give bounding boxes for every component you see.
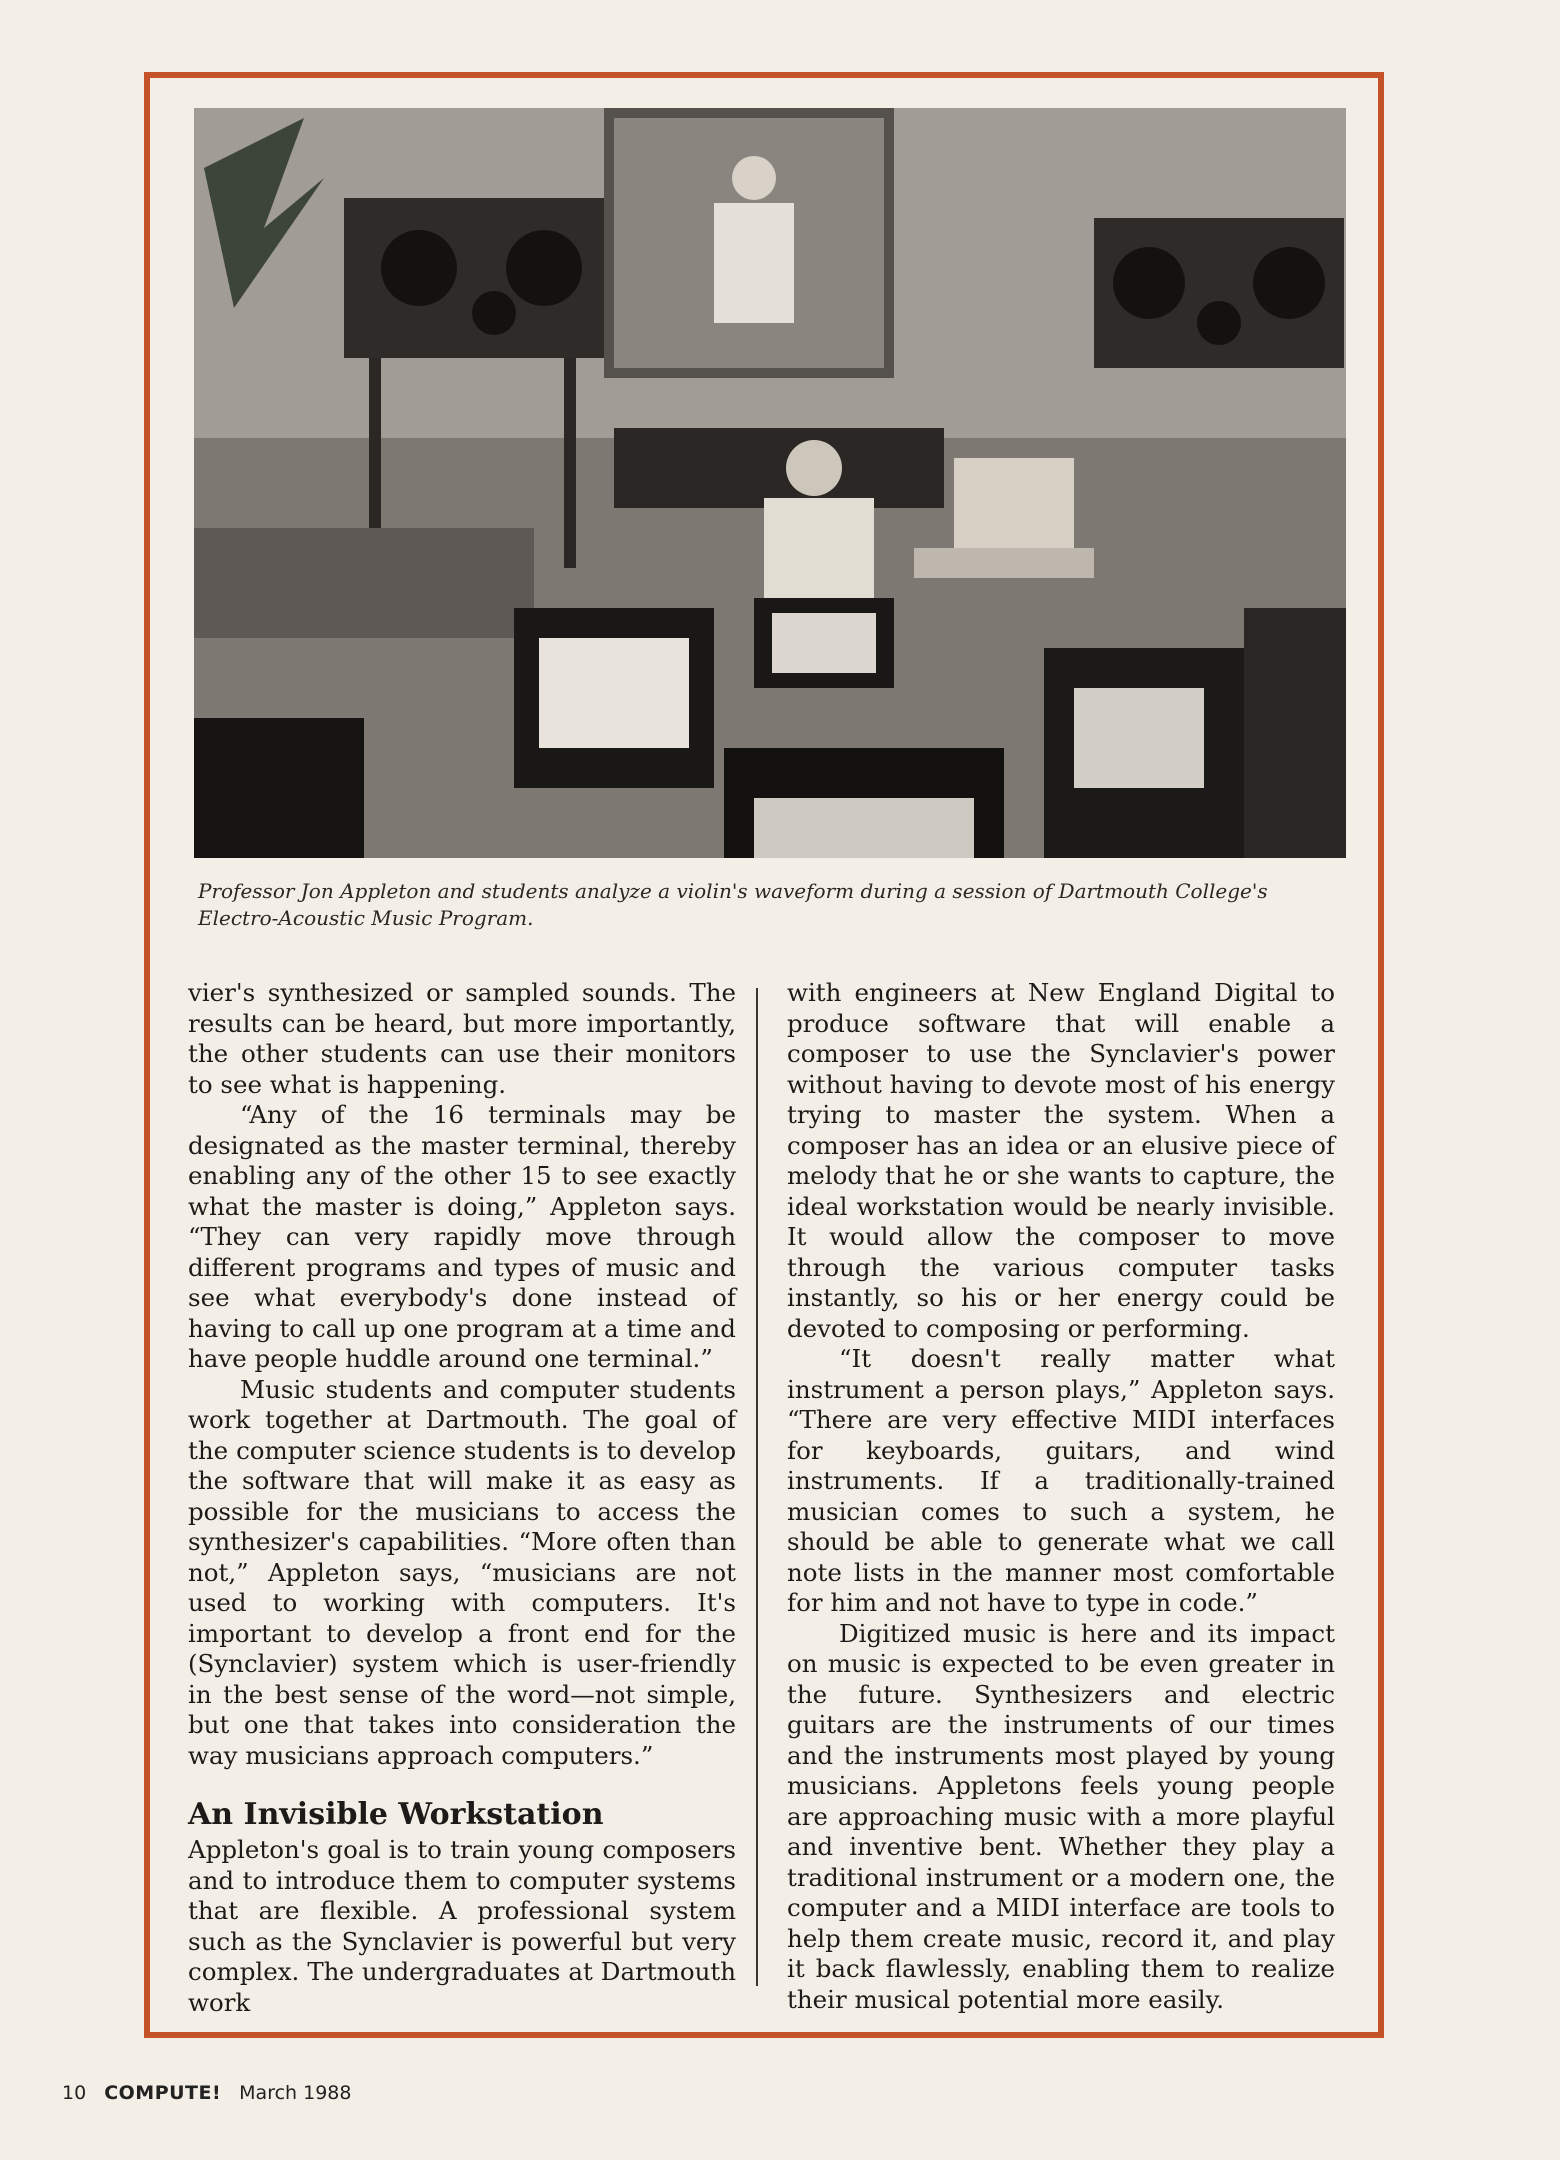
magazine-name: COMPUTE! [104, 2082, 222, 2104]
article-frame [144, 72, 1384, 2038]
column-divider [756, 988, 758, 1986]
article-paragraph: “Any of the 16 terminals may be designated as the master terminal, thereby enabling any of the other 15 to see exactly what the master is doing,” Appleton says. “They can very rapidly move through different programs and types of music and see what everybody's done instead of having to call up one program at a time and have people huddle around one terminal.” [188, 1100, 736, 1373]
page-number: 10 [62, 2082, 87, 2104]
studio-photo [194, 108, 1346, 858]
issue-date: March 1988 [239, 2082, 352, 2104]
article-paragraph: Appleton's goal is to train young composers and to introduce them to computer systems that are flexible. A professional system such as the Synclavier is powerful but very complex. The undergraduates at Dartmouth work [188, 1835, 736, 2017]
article-paragraph: vier's synthesized or sampled sounds. The results can be heard, but more importantly, the other students can use their monitors to see what is happening. [188, 978, 736, 1099]
section-subhead: An Invisible Workstation [188, 1797, 604, 1832]
page-footer [62, 2082, 351, 2104]
article-paragraph: “It doesn't really matter what instrument a person plays,” Appleton says. “There are very effective MIDI interfaces for keyboards, guitars, and wind instruments. If a traditionally-trained musician comes to such a system, he should be able to generate what we call note lists in the manner most comfortable for him and not have to type in code.” [787, 1344, 1335, 1617]
article-column-left [188, 978, 736, 2018]
article-paragraph: with engineers at New England Digital to produce software that will enable a composer to use the Synclavier's power without having to devote most of his energy trying to master the system. When a composer has an idea or an elusive piece of melody that he or she wants to capture, the ideal workstation would be nearly invisible. It would allow the composer to move through the various computer tasks instantly, so his or her energy could be devoted to composing or performing. [787, 978, 1335, 1343]
article-paragraph: Music students and computer students work together at Dartmouth. The goal of the computer science students is to develop the software that will make it as easy as possible for the musicians to access the synthesizer's capabilities. “More often than not,” Appleton says, “musicians are not used to working with computers. It's important to develop a front end for the (Synclavier) system which is user-friendly in the best sense of the word—not simple, but one that takes into consideration the way musicians approach computers.” [188, 1374, 736, 1770]
article-paragraph: Digitized music is here and its impact on music is expected to be even greater in the future. Synthesizers and electric guitars are the instruments of our times and the instruments most played by young musicians. Appletons feels young people are approaching music with a more playful and inventive bent. Whether they play a traditional instrument or a modern one, the computer and a MIDI interface are tools to help them create music, record it, and play it back flawlessly, enabling them to realize their musical potential more easily. [787, 1618, 1335, 2014]
article-column-right [787, 978, 1335, 2015]
photo-caption: Professor Jon Appleton and students analyze a violin's waveform during a session of Dartmouth College's Electro-Acoustic Music Program. [198, 879, 1268, 930]
studio-photo-illustration [194, 108, 1346, 858]
